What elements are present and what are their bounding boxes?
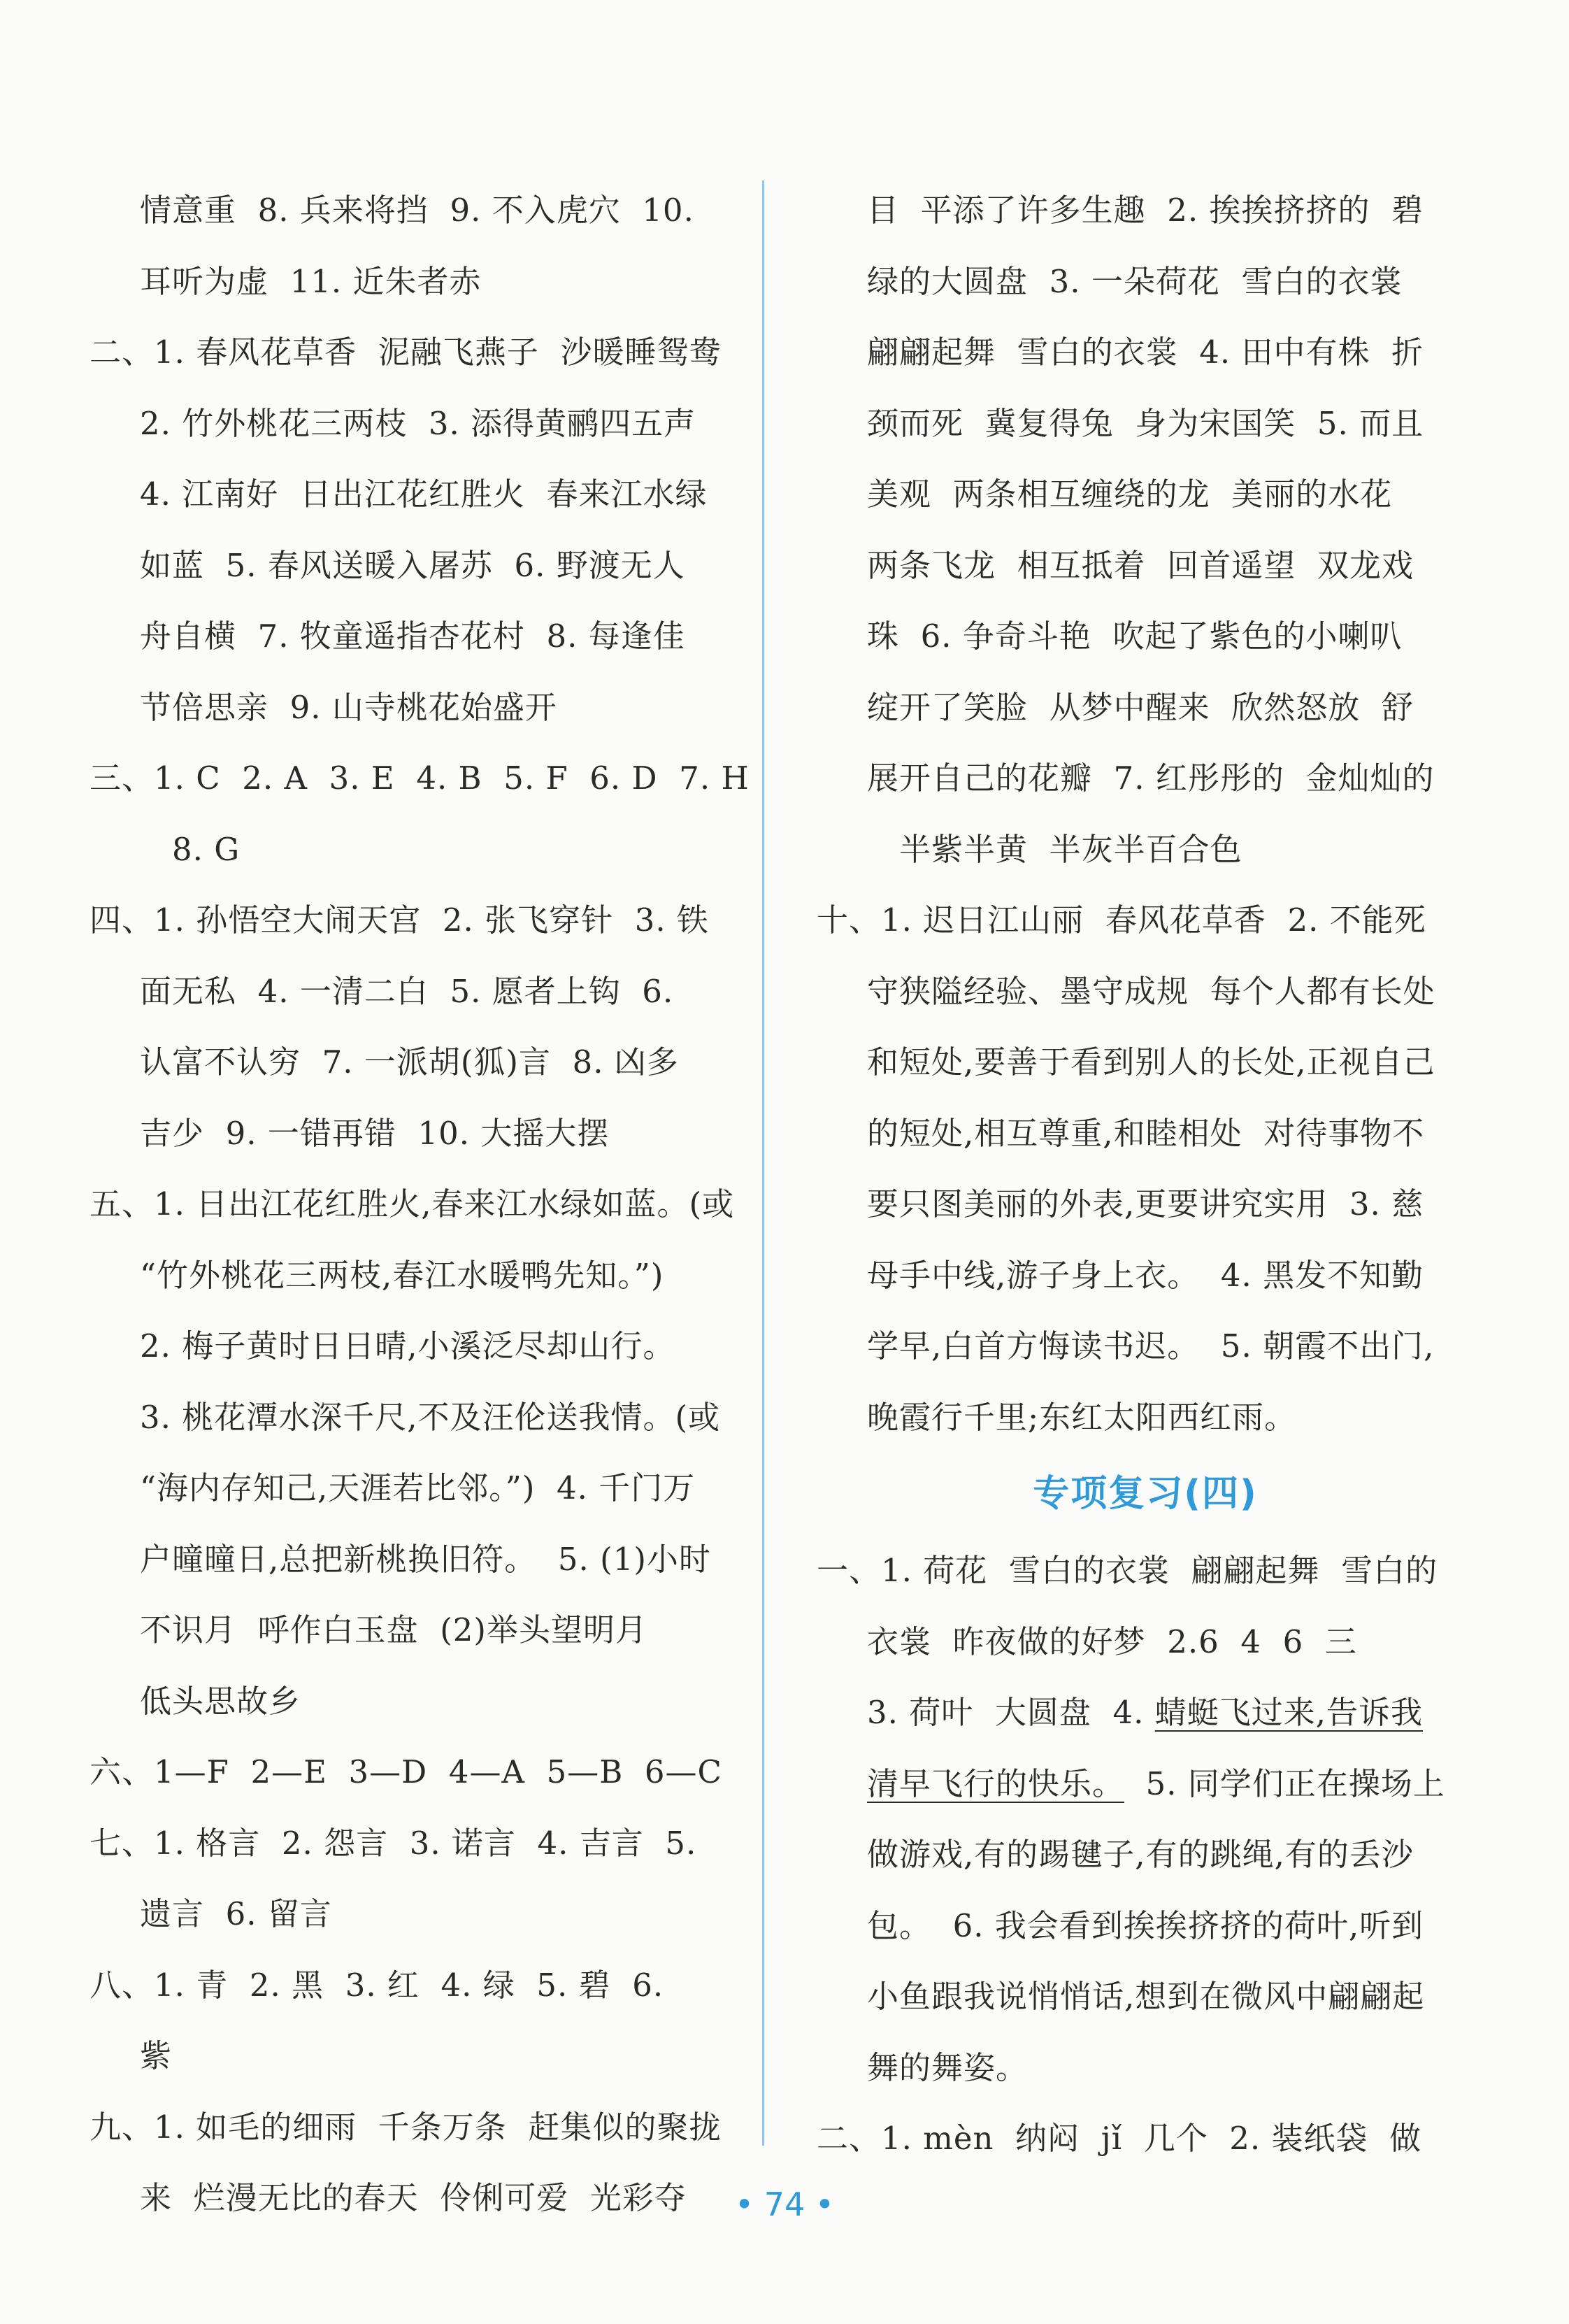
answer-text: 3. 荷叶 大圆盘 4.	[867, 1694, 1155, 1731]
answer-line: 3. 桃花潭水深千尺,不及汪伦送我情。(或	[140, 1398, 721, 1436]
answer-line: 节倍思亲 9. 山寺桃花始盛开	[140, 688, 557, 726]
answer-line: 吉少 9. 一错再错 10. 大摇大摆	[140, 1114, 610, 1152]
answer-line: 遗言 6. 留言	[140, 1895, 332, 1932]
section-line: 三、1. C 2. A 3. E 4. B 5. F 6. D 7. H	[89, 760, 750, 797]
answer-line	[817, 1677, 1474, 1748]
section-line: 五、1. 日出江花红胜火,春来江水绿如蓝。(或	[89, 1185, 735, 1222]
right-column	[817, 175, 1474, 2174]
answer-line: 绿的大圆盘 3. 一朵荷花 雪白的衣裳	[867, 262, 1403, 300]
answer-line: 珠 6. 争奇斗艳 吹起了紫色的小喇叭	[867, 618, 1403, 655]
answer-line: 低头思故乡	[140, 1682, 301, 1720]
answer-line: 衣裳 昨夜做的好梦 2.6 4 6 三	[867, 1623, 1357, 1660]
page-number: • 74 •	[734, 2186, 835, 2223]
left-column	[89, 175, 750, 2234]
answer-line: 颈而死 冀复得兔 身为宋国笑 5. 而且	[867, 404, 1424, 442]
answer-line: 绽开了笑脸 从梦中醒来 欣然怒放 舒	[867, 688, 1414, 726]
section-line: 八、1. 青 2. 黑 3. 红 4. 绿 5. 碧 6.	[89, 1966, 664, 2004]
answer-line: 翩翩起舞 雪白的衣裳 4. 田中有株 折	[867, 334, 1424, 371]
answer-line: “海内存知己,天涯若比邻。”) 4. 千门万	[140, 1469, 696, 1506]
answer-line: 母手中线,游子身上衣。 4. 黑发不知勤	[867, 1256, 1424, 1294]
answer-line: 户曈曈日,总把新桃换旧符。 5. (1)小时	[140, 1540, 711, 1578]
answer-line: 包。 6. 我会看到挨挨挤挤的荷叶,听到	[867, 1906, 1424, 1944]
answer-line: 舟自横 7. 牧童遥指杏花村 8. 每逢佳	[140, 618, 685, 655]
answer-line: 两条飞龙 相互抵着 回首遥望 双龙戏	[867, 546, 1414, 584]
answer-line: 耳听为虚 11. 近朱者赤	[140, 262, 482, 300]
answer-line: 展开自己的花瓣 7. 红彤彤的 金灿灿的	[867, 760, 1435, 797]
answer-line	[817, 1748, 1474, 1820]
section-line: 二、1. mèn 纳闷 jǐ 几个 2. 装纸袋 做	[817, 2120, 1422, 2157]
answer-line: 4. 江南好 日出江花红胜火 春来江水绿	[140, 476, 708, 513]
answer-line: 半紫半黄 半灰半百合色	[899, 830, 1242, 868]
answer-line: 如蓝 5. 春风送暖入屠苏 6. 野渡无人	[140, 546, 685, 584]
answer-text: 5. 同学们正在操场上	[1124, 1765, 1445, 1802]
underlined-answer: 清早飞行的快乐。	[867, 1765, 1125, 1802]
answer-line: 紫	[140, 2037, 173, 2074]
answer-line: 美观 两条相互缠绕的龙 美丽的水花	[867, 476, 1393, 513]
answer-line: 2. 梅子黄时日日晴,小溪泛尽却山行。	[140, 1327, 675, 1364]
underlined-answer: 蜻蜓飞过来,告诉我	[1154, 1694, 1424, 1731]
section-line: 十、1. 迟日江山丽 春风花草香 2. 不能死	[817, 901, 1426, 939]
answer-line: 来 烂漫无比的春天 伶俐可爱 光彩夺	[140, 2179, 687, 2216]
answer-line: 守狭隘经验、墨守成规 每个人都有长处	[867, 972, 1435, 1010]
section-heading: 专项复习(四)	[1033, 1473, 1258, 1515]
answer-line: 目 平添了许多生趣 2. 挨挨挤挤的 碧	[867, 192, 1424, 229]
answer-line: 情意重 8. 兵来将挡 9. 不入虎穴 10.	[140, 192, 694, 229]
section-line: 四、1. 孙悟空大闹天宫 2. 张飞穿针 3. 铁	[89, 901, 709, 939]
section-line: 一、1. 荷花 雪白的衣裳 翩翩起舞 雪白的	[817, 1552, 1438, 1589]
answer-line: 8. G	[172, 830, 241, 868]
answer-line: 要只图美丽的外表,更要讲究实用 3. 慈	[867, 1185, 1424, 1222]
answer-line: 做游戏,有的踢毽子,有的跳绳,有的丢沙	[867, 1836, 1414, 1873]
answer-line: 学早,白首方悔读书迟。 5. 朝霞不出门,	[867, 1327, 1435, 1364]
section-line: 九、1. 如毛的细雨 千条万条 赶集似的聚拢	[89, 2108, 722, 2146]
answer-line: 和短处,要善于看到别人的长处,正视自己	[867, 1043, 1435, 1081]
answer-line: 认富不认穷 7. 一派胡(狐)言 8. 凶多	[140, 1043, 679, 1081]
section-line: 七、1. 格言 2. 怨言 3. 诺言 4. 吉言 5.	[89, 1824, 697, 1862]
answer-line: 面无私 4. 一清二白 5. 愿者上钩 6.	[140, 972, 674, 1010]
answer-line: 2. 竹外桃花三两枝 3. 添得黄鹂四五声	[140, 404, 696, 442]
column-divider	[762, 180, 764, 2146]
section-line: 二、1. 春风花草香 泥融飞燕子 沙暖睡鸳鸯	[89, 334, 722, 371]
answer-line: 的短处,相互尊重,和睦相处 对待事物不	[867, 1114, 1425, 1152]
answer-line: “竹外桃花三两枝,春江水暖鸭先知。”)	[140, 1256, 664, 1294]
answer-line: 不识月 呼作白玉盘 (2)举头望明月	[140, 1611, 647, 1648]
section-line: 六、1—F 2—E 3—D 4—A 5—B 6—C	[89, 1753, 722, 1790]
answer-line: 舞的舞姿。	[867, 2048, 1029, 2086]
answer-line: 小鱼跟我说悄悄话,想到在微风中翩翩起	[867, 1978, 1425, 2015]
answer-line: 晚霞行千里;东红太阳西红雨。	[867, 1398, 1297, 1436]
